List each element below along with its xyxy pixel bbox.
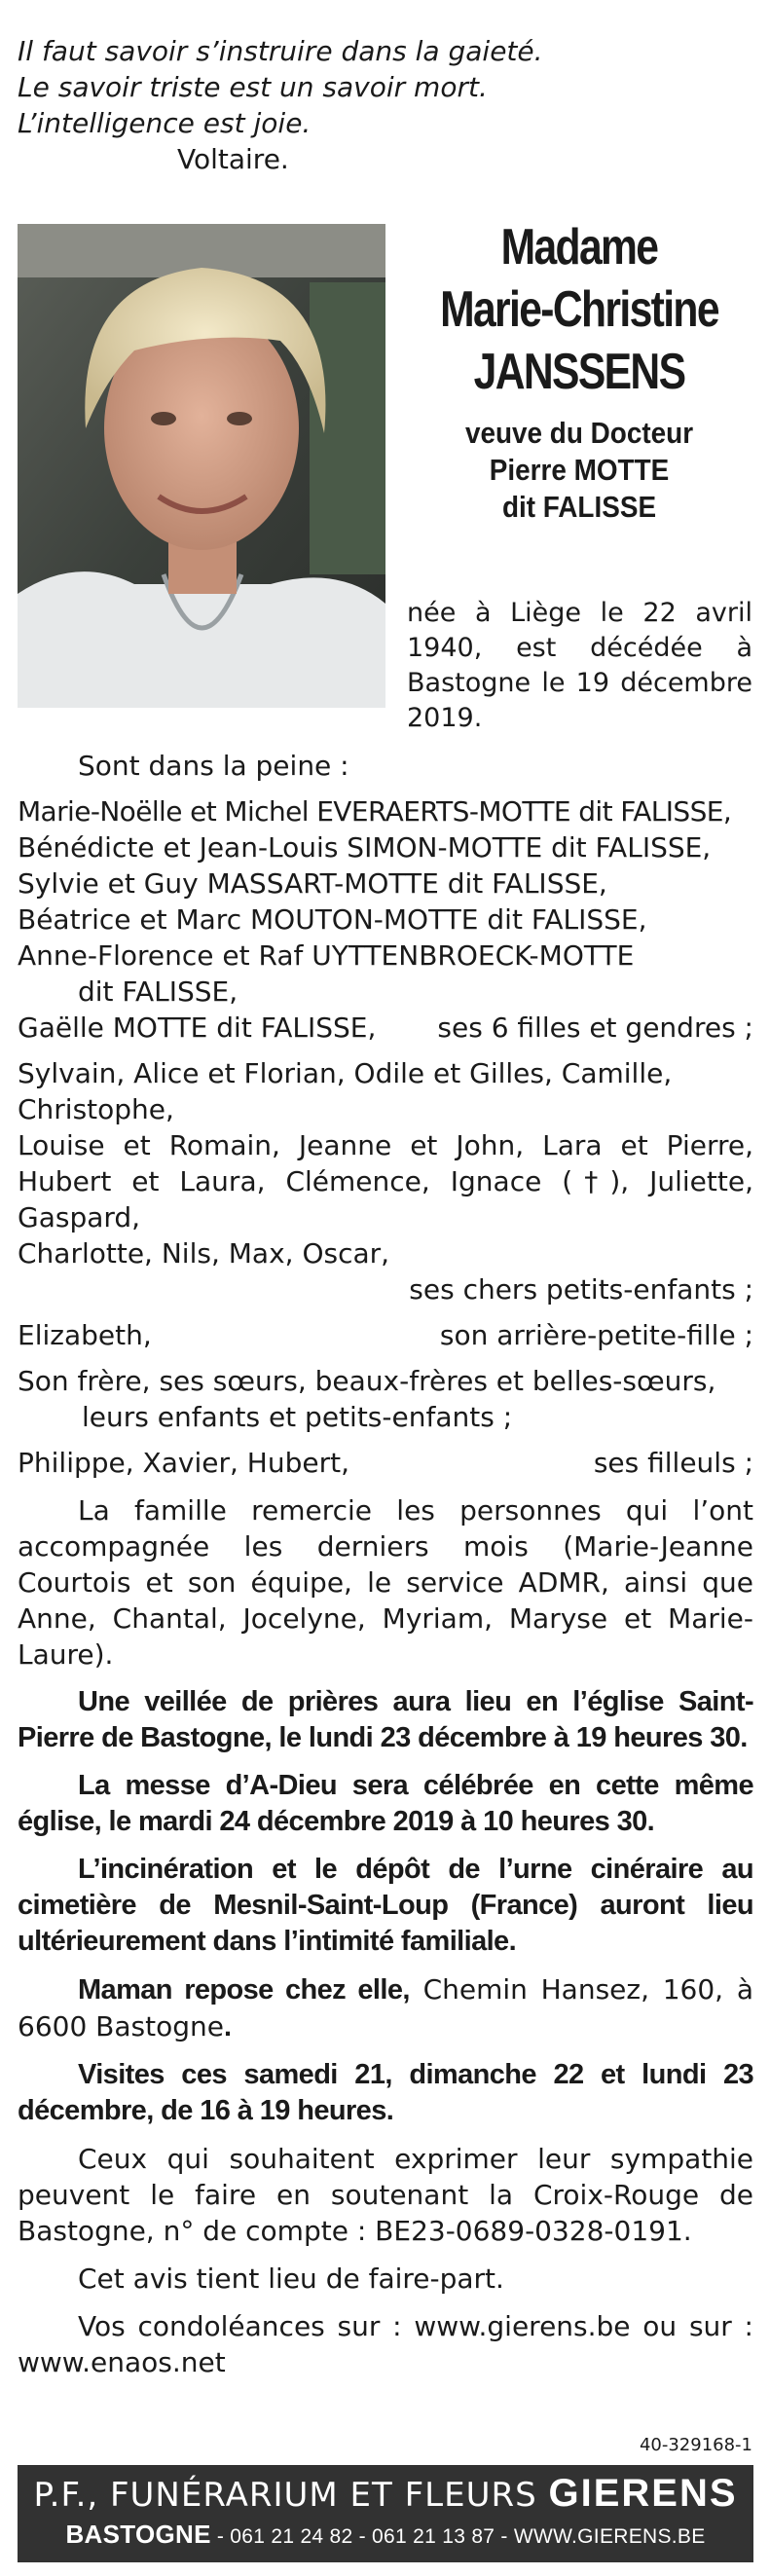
deceased-last-name: JANSSENS (473, 344, 685, 400)
list-item: Anne-Florence et Raf UYTTENBROECK-MOTTE (18, 939, 635, 972)
deceased-title: Madame (500, 219, 658, 276)
list-item: Charlotte, Nils, Max, Oscar, (18, 1237, 390, 1270)
reference-number: 40-329168-1 (639, 2435, 752, 2455)
rest-address: Chemin Hansez, 160, à 6600 Bastogne (18, 1973, 753, 2042)
portrait-illustration (18, 224, 385, 708)
voltaire-quote (18, 33, 718, 177)
cremation-paragraph: L’incinération et le dépôt de l’urne cinéraire au cimetière de Mesnil-Saint-Loup (France) auront lieu ultérieurement dans l’intimité familiale. (18, 1854, 753, 1957)
list-item: Sylvain, Alice et Florian, Odile et Gilles, Camille, Christophe, (18, 1057, 673, 1125)
relation-label: ses chers petits-enfants ; (409, 1273, 753, 1306)
list-item: Sylvie et Guy MASSART-MOTTE dit FALISSE, (18, 867, 607, 900)
notice-paragraph: Cet avis tient lieu de faire-part. (78, 2263, 504, 2295)
relation-label: ses 6 filles et gendres ; (437, 1012, 753, 1044)
banner-line-2 (18, 2518, 753, 2554)
relation-label: son arrière-petite-fille ; (439, 1319, 753, 1351)
visits-paragraph: Visites ces samedi 21, dimanche 22 et lundi 23 décembre, de 16 à 19 heures. (18, 2059, 753, 2126)
banner-brand: GIERENS (548, 2472, 738, 2515)
deceased-first-name: Marie-Christine (440, 281, 718, 338)
godchildren-row (18, 1445, 753, 1481)
mourners-intro: Sont dans la peine : (78, 750, 349, 782)
quote-author: Voltaire. (177, 143, 289, 175)
birth-death-text: née à Liège le 22 avril 1940, est décédée à Bastogne le 19 décembre 2019. (407, 598, 752, 733)
list-item: Bénédicte et Jean-Louis SIMON-MOTTE dit FALISSE, (18, 831, 712, 864)
great-grandchild-row (18, 1317, 753, 1353)
list-item: Louise et Romain, Jeanne et John, Lara et Pierre, Hubert et Laura, Clémence, Ignace (†), Juliette, Gaspard, (18, 1129, 753, 1233)
quote-line: Le savoir triste est un savoir mort. (18, 71, 488, 103)
daughters-list (18, 793, 753, 1046)
rest-paragraph (18, 1971, 753, 2045)
grandchildren-list (18, 1055, 753, 1307)
rest-period: . (223, 2011, 232, 2042)
list-item: Elizabeth, (18, 1319, 152, 1351)
funeral-home-banner (18, 2465, 753, 2562)
mass-paragraph: La messe d’A-Dieu sera célébrée en cette même église, le mardi 24 décembre 2019 à 10 heures 30. (18, 1770, 753, 1837)
relation-label: ses filleuls ; (593, 1447, 753, 1479)
condolences-paragraph: Vos condoléances sur : www.gierens.be ou sur : www.enaos.net (18, 2310, 753, 2378)
banner-contact: - 061 21 24 82 - 061 21 13 87 - WWW.GIERENS.BE (210, 2525, 706, 2548)
siblings-block (18, 1363, 753, 1435)
quote-line: L’intelligence est joie. (18, 107, 312, 139)
husband-name: Pierre MOTTE (489, 453, 670, 487)
deceased-name-block (399, 216, 759, 526)
list-item: Béatrice et Marc MOUTON-MOTTE dit FALISSE, (18, 903, 647, 936)
sympathy-paragraph: Ceux qui souhaitent exprimer leur sympathie peuvent le faire en soutenant la Croix-Rouge de Bastogne, n° de compte : BE23-0689-0328-0191. (18, 2143, 753, 2247)
banner-prefix: P.F., FUNÉRARIUM ET FLEURS (33, 2476, 537, 2515)
list-item: Gaëlle MOTTE dit FALISSE, (18, 1012, 377, 1044)
list-item: dit FALISSE, (78, 975, 238, 1008)
widow-of-line: veuve du Docteur (464, 416, 694, 450)
thanks-paragraph: La famille remercie les personnes qui l’ont accompagnée les derniers mois (Marie-Jeanne Courtois et son équipe, le service ADMR, ainsi que Anne, Chantal, Jocelyne, Myriam, Maryse et Marie-Laure). (18, 1494, 753, 1671)
vigil-paragraph: Une veillée de prières aura lieu en l’église Saint-Pierre de Bastogne, le lundi 23 décembre à 19 heures 30. (18, 1686, 753, 1753)
banner-city: BASTOGNE (65, 2520, 211, 2549)
quote-line: Il faut savoir s’instruire dans la gaieté. (18, 35, 543, 67)
portrait-photo (18, 224, 385, 708)
husband-alias: dit FALISSE (501, 490, 657, 524)
list-item: leurs enfants et petits-enfants ; (82, 1401, 513, 1433)
list-item: Marie-Noëlle et Michel EVERAERTS-MOTTE dit FALISSE, (18, 795, 732, 828)
daughters-relation-row (18, 1010, 753, 1046)
rest-label: Maman repose chez elle, (78, 1974, 410, 2006)
banner-line-1 (18, 2465, 753, 2518)
mourners-section (18, 748, 753, 2380)
list-item: Philippe, Xavier, Hubert, (18, 1447, 349, 1479)
list-item: Son frère, ses sœurs, beaux-frères et belles-sœurs, (18, 1365, 716, 1397)
